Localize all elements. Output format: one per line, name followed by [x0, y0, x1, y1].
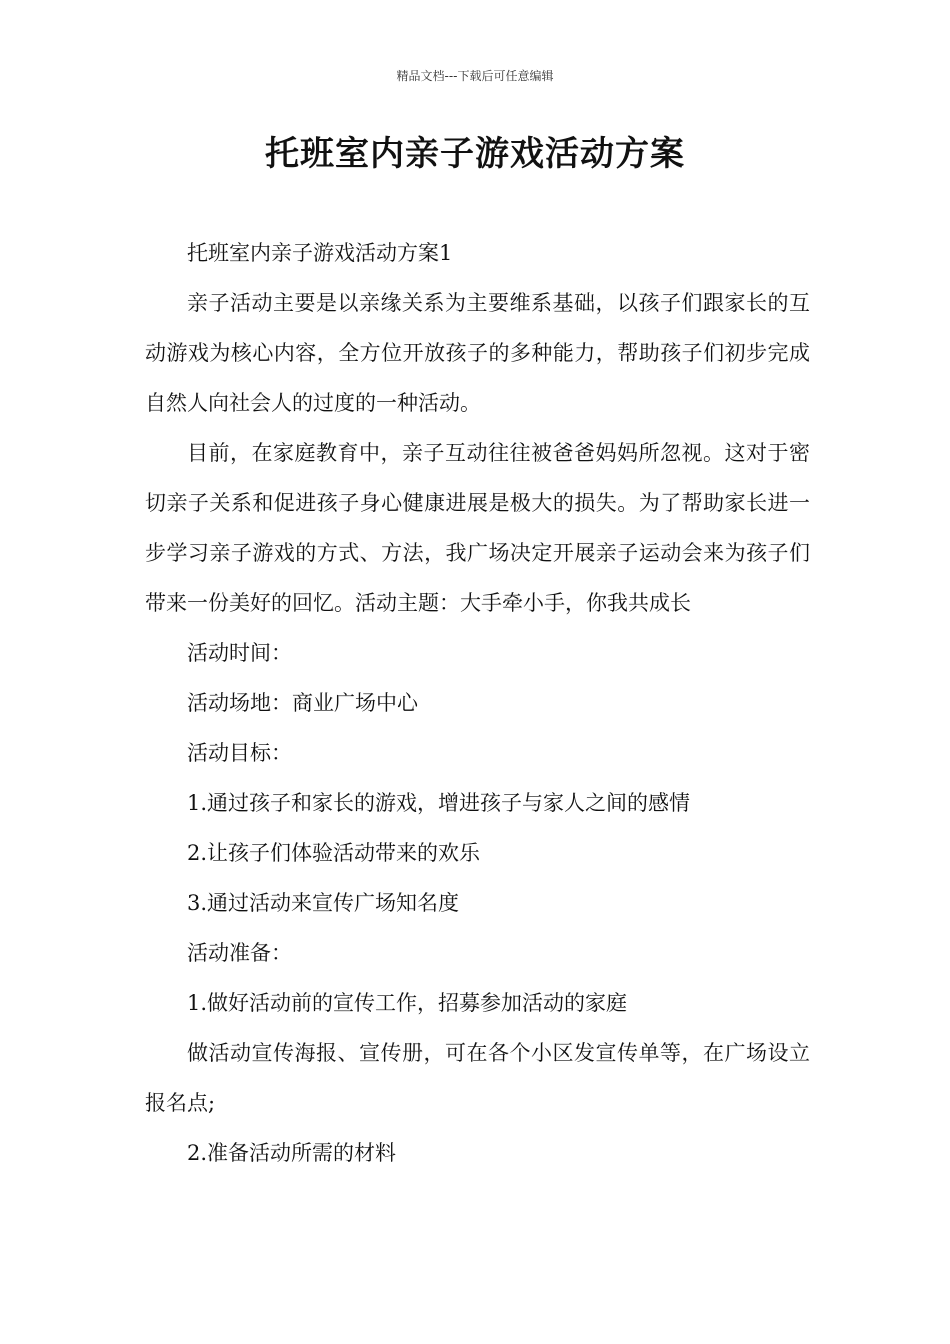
paragraph-goal-2: 2.让孩子们体验活动带来的欢乐	[187, 841, 481, 865]
paragraph-prep-1: 1.做好活动前的宣传工作，招募参加活动的家庭	[187, 991, 628, 1015]
paragraph-background: 目前，在家庭教育中，亲子互动往往被爸爸妈妈所忽视。这对于密切亲子关系和促进孩子身心健康进展是极大的损失。为了帮助家长进一步学习亲子游戏的方式、方法，我广场决定开展亲子运动会来为孩子们带来一份美好的回忆。活动主题：大手牵小手，你我共成长	[145, 441, 810, 615]
paragraph-activity-venue: 活动场地：商业广场中心	[187, 691, 418, 715]
paragraph-goal-3: 3.通过活动来宣传广场知名度	[187, 891, 460, 915]
document-title: 托班室内亲子游戏活动方案	[265, 134, 685, 174]
paragraph-activity-time: 活动时间：	[187, 641, 292, 665]
paragraph-subtitle: 托班室内亲子游戏活动方案1	[187, 241, 453, 265]
paragraph-intro: 亲子活动主要是以亲缘关系为主要维系基础，以孩子们跟家长的互动游戏为核心内容，全方位开放孩子的多种能力，帮助孩子们初步完成自然人向社会人的过度的一种活动。	[145, 291, 810, 415]
paragraph-activity-goals: 活动目标：	[187, 741, 292, 765]
paragraph-goal-1: 1.通过孩子和家长的游戏，增进孩子与家人之间的感情	[187, 791, 691, 815]
paragraph-prep-2: 2.准备活动所需的材料	[187, 1141, 397, 1165]
paragraph-prep-1-detail: 做活动宣传海报、宣传册，可在各个小区发宣传单等，在广场设立报名点;	[145, 1041, 810, 1115]
document-body	[145, 228, 810, 1178]
paragraph-preparation: 活动准备：	[187, 941, 292, 965]
header-note: 精品文档---下载后可任意编辑	[396, 69, 554, 83]
